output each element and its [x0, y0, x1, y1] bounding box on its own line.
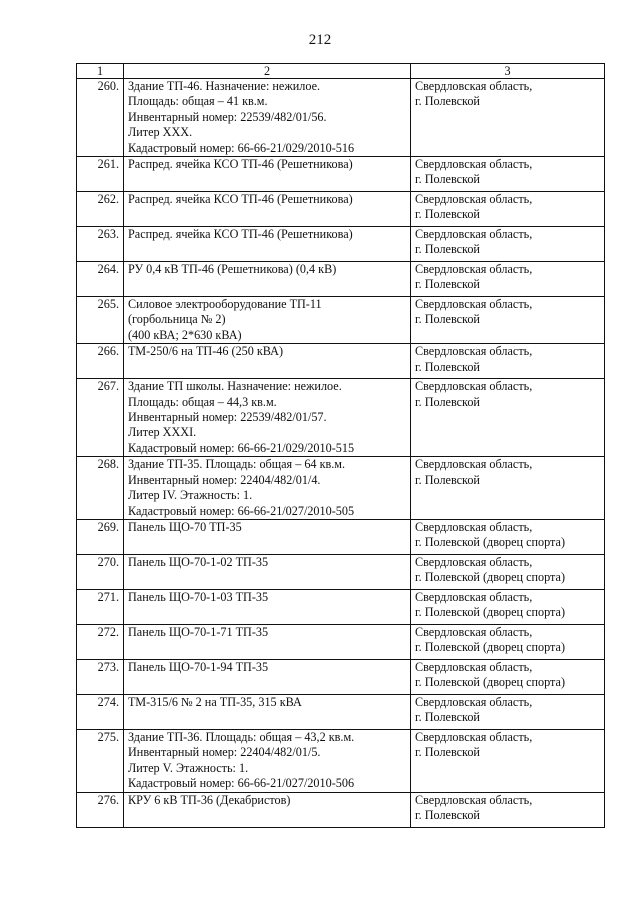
object-description — [124, 227, 411, 262]
object-address — [411, 262, 605, 297]
object-description — [124, 519, 411, 554]
address-line: Свердловская область, — [415, 344, 533, 359]
description-line: Распред. ячейка КСО ТП-46 (Решетникова) — [128, 157, 353, 172]
table-row — [77, 262, 605, 297]
object-address — [411, 79, 605, 157]
row-number: 273. — [77, 659, 124, 694]
object-description — [124, 729, 411, 792]
address-line: г. Полевской — [415, 312, 480, 327]
object-address — [411, 379, 605, 457]
description-line: Здание ТП-46. Назначение: нежилое. — [128, 79, 321, 93]
page-number: 212 — [308, 32, 332, 48]
row-number: 268. — [77, 457, 124, 520]
address-line: г. Полевской (дворец спорта) — [415, 675, 565, 690]
address-line: г. Полевской — [415, 394, 480, 409]
address-line: г. Полевской (дворец спорта) — [415, 605, 565, 620]
object-address — [411, 344, 605, 379]
address-line: г. Полевской — [415, 359, 480, 374]
row-number: 260. — [77, 79, 124, 157]
address-line: г. Полевской (дворец спорта) — [415, 570, 565, 585]
description-line: Инвентарный номер: 22404/482/01/5. — [128, 745, 321, 760]
address-line: г. Полевской — [415, 94, 480, 109]
object-address — [411, 227, 605, 262]
address-line: г. Полевской — [415, 207, 480, 222]
property-registry-table — [76, 63, 605, 828]
object-address — [411, 589, 605, 624]
row-number: 265. — [77, 297, 124, 344]
address-line: г. Полевской — [415, 277, 480, 292]
object-description — [124, 262, 411, 297]
object-description — [124, 157, 411, 192]
address-line: Свердловская область, — [415, 157, 533, 172]
address-line: Свердловская область, — [415, 554, 533, 569]
object-address — [411, 519, 605, 554]
description-line: Инвентарный номер: 22404/482/01/4. — [128, 472, 321, 487]
object-description — [124, 792, 411, 827]
address-line: Свердловская область, — [415, 729, 533, 744]
description-line: КРУ 6 кВ ТП-36 (Декабристов) — [128, 792, 291, 807]
address-line: г. Полевской — [415, 710, 480, 725]
description-line: ТМ-315/6 № 2 на ТП-35, 315 кВА — [128, 694, 302, 709]
description-line: Панель ЩО-70-1-02 ТП-35 — [128, 554, 269, 569]
table-row — [77, 344, 605, 379]
table-row — [77, 227, 605, 262]
table-row — [77, 659, 605, 694]
description-line: (400 кВА; 2*630 кВА) — [128, 327, 242, 342]
address-line: Свердловская область, — [415, 457, 533, 472]
description-line: Инвентарный номер: 22539/482/01/56. — [128, 109, 327, 124]
row-number: 271. — [77, 589, 124, 624]
row-number: 262. — [77, 192, 124, 227]
description-line: (горбольница № 2) — [128, 312, 226, 327]
object-address — [411, 729, 605, 792]
row-number: 264. — [77, 262, 124, 297]
address-line: г. Полевской — [415, 242, 480, 257]
object-description — [124, 297, 411, 344]
row-number: 276. — [77, 792, 124, 827]
description-line: Панель ЩО-70-1-71 ТП-35 — [128, 624, 269, 639]
object-description — [124, 79, 411, 157]
table-row — [77, 519, 605, 554]
description-line: Панель ЩО-70 ТП-35 — [128, 519, 242, 534]
object-address — [411, 297, 605, 344]
object-description — [124, 624, 411, 659]
description-line: Площадь: общая – 41 кв.м. — [128, 94, 268, 109]
address-line: Свердловская область, — [415, 227, 533, 242]
object-description — [124, 344, 411, 379]
table-row — [77, 554, 605, 589]
address-line: Свердловская область, — [415, 792, 533, 807]
description-line: Панель ЩО-70-1-94 ТП-35 — [128, 659, 269, 674]
address-line: Свердловская область, — [415, 192, 533, 207]
description-line: Силовое электрооборудование ТП-11 — [128, 297, 322, 312]
row-number: 272. — [77, 624, 124, 659]
address-line: Свердловская область, — [415, 379, 533, 394]
description-line: Кадастровый номер: 66-66-21/027/2010-505 — [128, 503, 355, 518]
object-address — [411, 694, 605, 729]
table-row — [77, 589, 605, 624]
column-header-number: 1 — [77, 64, 124, 79]
object-description — [124, 589, 411, 624]
object-description — [124, 379, 411, 457]
address-line: г. Полевской (дворец спорта) — [415, 535, 565, 550]
table-row — [77, 192, 605, 227]
description-line: ТМ-250/6 на ТП-46 (250 кВА) — [128, 344, 284, 359]
address-line: Свердловская область, — [415, 262, 533, 277]
row-number: 266. — [77, 344, 124, 379]
address-line: г. Полевской — [415, 172, 480, 187]
table-row — [77, 729, 605, 792]
table-row — [77, 792, 605, 827]
address-line: г. Полевской — [415, 472, 480, 487]
description-line: Инвентарный номер: 22539/482/01/57. — [128, 410, 327, 425]
description-line: Площадь: общая – 44,3 кв.м. — [128, 394, 277, 409]
description-line: Здание ТП-36. Площадь: общая – 43,2 кв.м. — [128, 729, 355, 744]
description-line: Здание ТП-35. Площадь: общая – 64 кв.м. — [128, 457, 346, 472]
column-header-address: 3 — [411, 64, 605, 79]
object-description — [124, 457, 411, 520]
description-line: Кадастровый номер: 66-66-21/029/2010-515 — [128, 440, 355, 455]
table-row — [77, 157, 605, 192]
address-line: г. Полевской — [415, 807, 480, 822]
description-line: Распред. ячейка КСО ТП-46 (Решетникова) — [128, 227, 353, 242]
object-description — [124, 694, 411, 729]
address-line: г. Полевской — [415, 745, 480, 760]
object-address — [411, 624, 605, 659]
row-number: 274. — [77, 694, 124, 729]
table-row — [77, 379, 605, 457]
object-description — [124, 192, 411, 227]
row-number: 261. — [77, 157, 124, 192]
object-address — [411, 157, 605, 192]
description-line: Литер V. Этажность: 1. — [128, 760, 249, 775]
row-number: 275. — [77, 729, 124, 792]
table-row — [77, 694, 605, 729]
row-number: 263. — [77, 227, 124, 262]
address-line: Свердловская область, — [415, 519, 533, 534]
row-number: 269. — [77, 519, 124, 554]
description-line: Литер IV. Этажность: 1. — [128, 488, 253, 503]
table-row — [77, 79, 605, 157]
description-line: Распред. ячейка КСО ТП-46 (Решетникова) — [128, 192, 353, 207]
address-line: Свердловская область, — [415, 79, 533, 93]
object-address — [411, 457, 605, 520]
description-line: Литер XXX. — [128, 125, 193, 140]
header-row — [77, 64, 605, 79]
object-description — [124, 659, 411, 694]
address-line: Свердловская область, — [415, 589, 533, 604]
description-line: Кадастровый номер: 66-66-21/027/2010-506 — [128, 776, 355, 791]
object-address — [411, 192, 605, 227]
table-row — [77, 624, 605, 659]
row-number: 267. — [77, 379, 124, 457]
column-header-description: 2 — [124, 64, 411, 79]
address-line: Свердловская область, — [415, 659, 533, 674]
table-row — [77, 457, 605, 520]
address-line: Свердловская область, — [415, 297, 533, 312]
description-line: Кадастровый номер: 66-66-21/029/2010-516 — [128, 140, 355, 155]
description-line: Панель ЩО-70-1-03 ТП-35 — [128, 589, 269, 604]
object-address — [411, 792, 605, 827]
row-number: 270. — [77, 554, 124, 589]
object-address — [411, 554, 605, 589]
description-line: Литер XXXI. — [128, 425, 197, 440]
table-row — [77, 297, 605, 344]
object-description — [124, 554, 411, 589]
address-line: г. Полевской (дворец спорта) — [415, 640, 565, 655]
address-line: Свердловская область, — [415, 694, 533, 709]
object-address — [411, 659, 605, 694]
description-line: Здание ТП школы. Назначение: нежилое. — [128, 379, 342, 394]
address-line: Свердловская область, — [415, 624, 533, 639]
description-line: РУ 0,4 кВ ТП-46 (Решетникова) (0,4 кВ) — [128, 262, 337, 277]
